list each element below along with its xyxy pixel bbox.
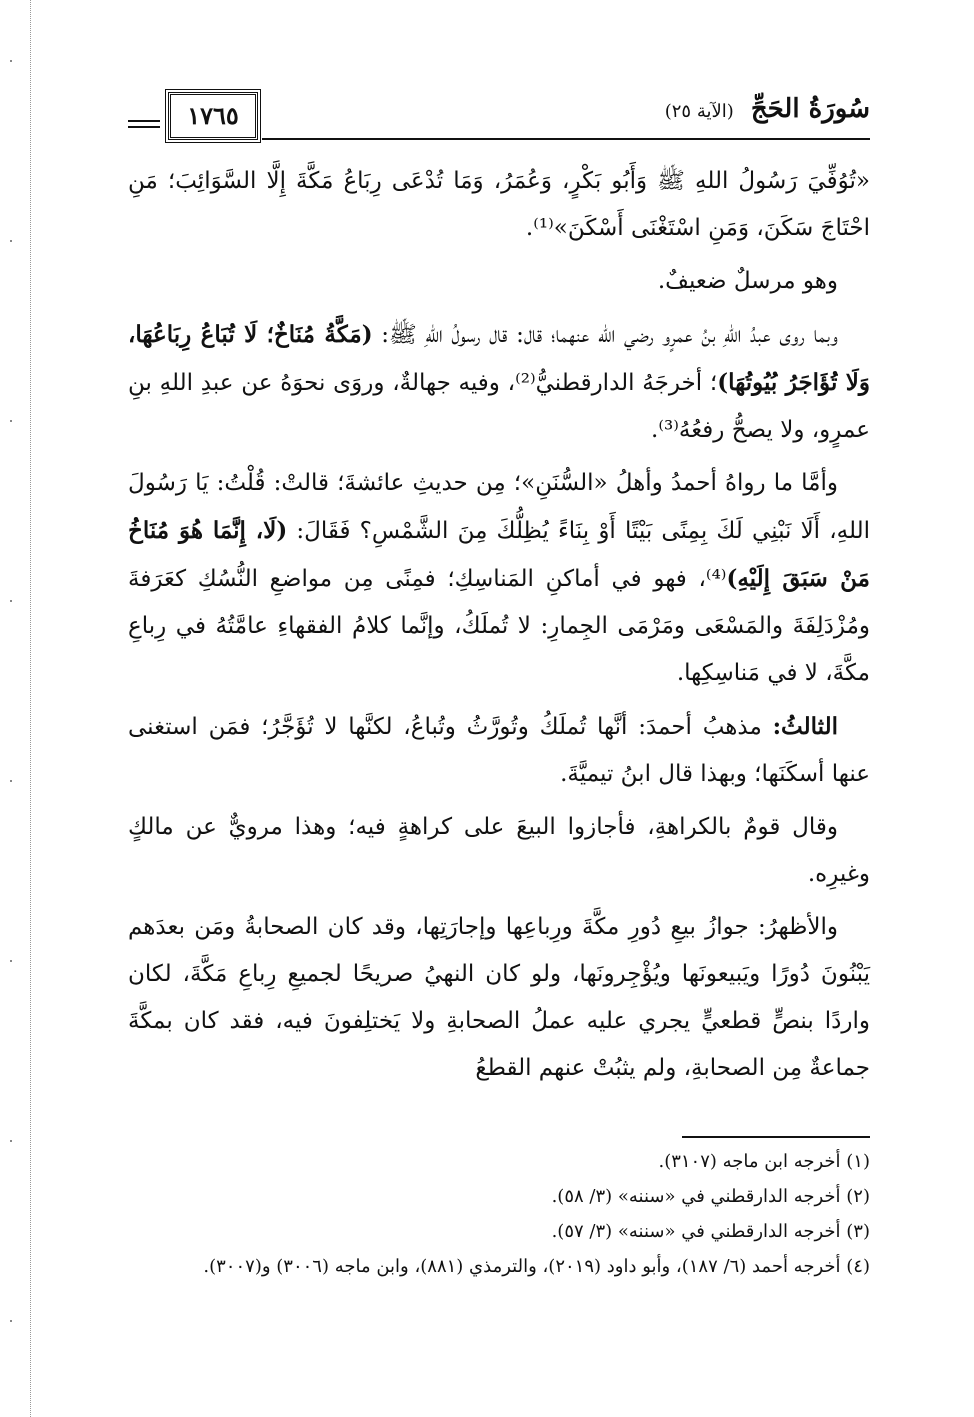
surah-title: سُورَةُ الحَجِّ: [750, 94, 870, 124]
footnote: [128, 1249, 870, 1284]
footnote-number: (٤): [846, 1256, 870, 1277]
paragraph-hadith-quote: «تُوُفِّيَ رَسُولُ اللهِ ﷺ وَأَبُو بَكْرٍ، وَعُمَرُ، وَمَا تُدْعَى رِبَاعُ مَكَّةَ إِلَّا السَّوَائِبَ؛ مَنِ احْتَاجَ سَكَنَ، وَمَنِ اسْتَغْنَى أَسْكَنَ»⁽¹⁾.: [128, 168, 870, 241]
footnote-number: (٢): [846, 1186, 870, 1207]
paragraph-trail-text: مذهبُ أحمدَ: أنَّها تُملَكُ وتُورَّثُ وتُباعُ، لكنَّها لا تُؤَجَّرُ؛ فمَن استغنى عنها أسكَنَها؛ وبهذا قال ابنُ تيميَّةَ.: [128, 714, 870, 787]
footnote: [128, 1214, 870, 1249]
footnote-text: أخرجه الدارقطني في «سننه» (٣/ ٥٨).: [551, 1186, 841, 1207]
section-heading-third: الثالثُ:: [772, 713, 838, 740]
paragraph-third-opinion: [128, 703, 870, 798]
footnote-divider: [682, 1136, 870, 1138]
ayah-label: (الآية ٢٥): [664, 101, 734, 122]
footnote-text: أخرجه الدارقطني في «سننه» (٣/ ٥٧).: [551, 1221, 841, 1242]
page-header: [128, 92, 870, 144]
paragraph-preferred-view: والأظهرُ: جوازُ بيعِ دُورِ مكَّةَ ورِباعِها وإجارَتِها، وقد كان الصحابةُ ومَن بعدَهم يَبْنُونَ دُورًا ويَبيعونَها ويُؤْجِرونَها، ولو كان النهيُ صريحًا لجميعِ رِباعِ مَكَّةَ، لكان واردًا بنصٍّ قطعيٍّ يجري عليه عملُ الصحابةِ ولا يَختلِفونَ فيه، فقد كان بمكَّةَ جماعةٌ مِن الصحابةِ، ولم يثبُتْ عنهم القطعُ: [128, 914, 870, 1081]
footnote-number: (١): [846, 1151, 870, 1172]
paragraph-lead-text: وبما روى عبدُ اللهِ بنُ عمرٍو رضي الله عنهما؛ قال: قال رسولُ اللهِ ﷺ:: [372, 322, 838, 348]
paragraph-trail-text: ؛ أخرجَهُ الدارقطنيُّ⁽²⁾، وفيه جهالةٌ، وروَى نحوَهُ عن عبدِ اللهِ بنِ عمرٍو، ولا يصحُّ رفعُهُ⁽³⁾.: [128, 370, 870, 443]
footnote-number: (٣): [846, 1221, 870, 1242]
running-title: [665, 94, 870, 124]
footnote-text: أخرجه أحمد (٦/ ١٨٧)، وأبو داود (٢٠١٩)، والترمذي (٨٨١)، وابن ماجه (٣٠٠٦) و(٣٠٠٧).: [203, 1256, 841, 1277]
page-edge-left: [0, 0, 31, 1417]
paragraph-grading: وهو مرسلٌ ضعيفٌ.: [657, 268, 838, 294]
header-rule-left-bottom: [128, 126, 160, 128]
header-rule: [262, 138, 870, 140]
page-number: ١٧٦٥: [168, 92, 258, 140]
footnote-text: أخرجه ابن ماجه (٣١٠٧).: [658, 1151, 841, 1172]
header-rule-left-top: [128, 120, 160, 122]
hadith-bold-text: (لَا، إِنَّمَا هُوَ مُنَاخُ مَنْ سَبَقَ إِلَيْهِ): [128, 517, 870, 592]
footnotes: [128, 1144, 870, 1284]
paragraph-makruh-opinion: وقال قومٌ بالكراهةِ، فأجازوا البيعَ على كراهةٍ فيه؛ وهذا مرويٌّ عن مالكٍ وغيرِه.: [128, 814, 870, 887]
paragraph-lead-text: وأمَّا ما رواهُ أحمدُ وأهلُ «السُّنَنِ»؛ مِن حديثِ عائشةَ؛ قالتْ: قُلْتُ: يَا رَسُولَ اللهِ، أَلَا نَبْنِي لَكَ بِمِنًى بَيْتًا أَوْ بِنَاءً يُظِلُّكَ مِنَ الشَّمْسِ؟ فَقَالَ:: [128, 470, 871, 544]
footnote: [128, 1144, 870, 1179]
main-text: [128, 158, 870, 1098]
paragraph-aisha: [128, 460, 870, 697]
footnote: [128, 1179, 870, 1214]
paragraph-ibn-amr: [128, 311, 870, 454]
paragraph-trail-text: ⁽⁴⁾، فهو في أماكنِ المَناسِكِ؛ فمِنًى مِن مواضعِ النُّسُكِ كعَرَفةَ ومُزْدَلِفَةَ والمَسْعَى ومَرْمَى الجِمارِ: لا تُملَكُ، وإنَّما كلامُ الفقهاءِ عامَّتُهُ في رِباعِ مكَّةَ، لا في مَناسِكِها.: [128, 566, 870, 686]
hadith-bold-text: (مَكَّةُ مُنَاخٌ؛ لَا تُبَاعُ رِبَاعُهَا، وَلَا تُؤَاجَرُ بُيُوتُهَا): [128, 321, 871, 396]
